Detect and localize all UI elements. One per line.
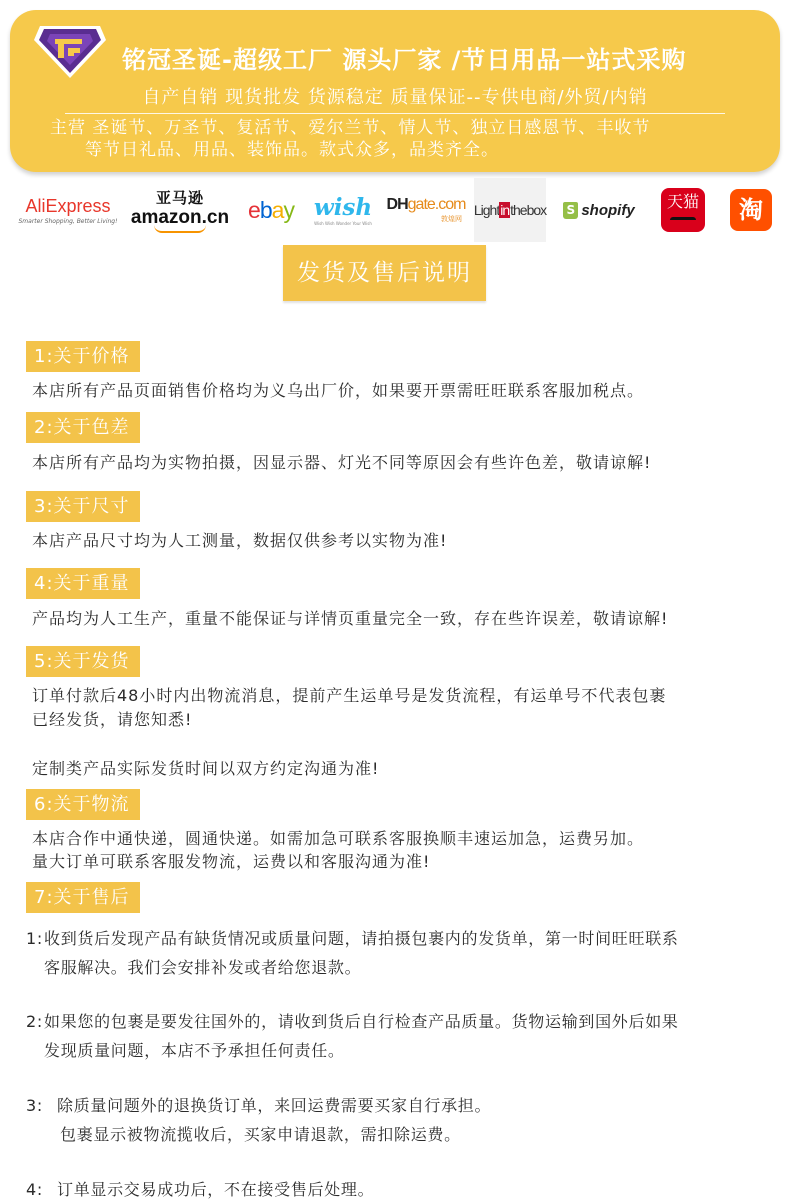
wish-name: wish (313, 194, 373, 221)
aliexpress-slogan: Smarter Shopping, Better Living! (18, 217, 118, 225)
tmall-face-icon (670, 217, 696, 226)
section-tag-price: 1:关于价格 (26, 341, 140, 372)
shopify-bag-icon: S (563, 202, 578, 219)
section-tag-weight: 4:关于重量 (26, 568, 140, 599)
shopify-logo (558, 178, 640, 242)
dhgate-cn: 敦煌网 (441, 215, 462, 223)
section-text-logistics-line2: 量大订单可联系客服发物流，运费以和客服沟通为准! (32, 852, 431, 871)
after-sales-item (26, 1091, 782, 1149)
section-text-shipping-line3: 定制类产品实际发货时间以双方约定沟通为准! (32, 759, 380, 778)
aliexpress-logo (12, 178, 124, 242)
banner-desc-line2: 等节日礼品、用品、装饰品。款式众多，品类齐全。 (85, 140, 499, 160)
section-tag-shipping: 5:关于发货 (26, 646, 140, 677)
taobao-name: 淘 (730, 189, 772, 231)
wish-slogan: Wish Wish Wonder Your Wish (314, 221, 372, 226)
section-text-price: 本店所有产品页面销售价格均为义乌出厂价，如果要开票需旺旺联系客服加税点。 (32, 381, 645, 400)
after-sales-item (26, 924, 782, 982)
after-sales-line1: 如果您的包裹是要发往国外的，请收到货后自行检查产品质量。货物运输到国外后如果 (44, 1012, 679, 1031)
after-sales-line2: 客服解决。我们会安排补发或者给您退款。 (44, 958, 362, 977)
section-tag-after-sales: 7:关于售后 (26, 882, 140, 913)
section-tag-size: 3:关于尺寸 (26, 491, 140, 522)
after-sales-line2: 发现质量问题，本店不予承担任何责任。 (44, 1041, 345, 1060)
section-tag-logistics: 6:关于物流 (26, 789, 140, 820)
header-banner (10, 10, 780, 172)
amazon-logo (130, 178, 230, 242)
amazon-cn-name: 亚马逊 (155, 189, 204, 207)
after-sales-line2: 包裹显示被物流揽收后，买家申请退款，需扣除运费。 (60, 1125, 461, 1144)
ebay-e: e (248, 196, 260, 223)
section-text-logistics-line1: 本店合作中通快递，圆通快递。如需加急可联系客服换顺丰速运加急，运费另加。 (32, 829, 645, 848)
aliexpress-name: AliExpress (25, 195, 111, 216)
section-text-color: 本店所有产品均为实物拍摄，因显示器、灯光不同等原因会有些许色差，敬请谅解! (32, 453, 652, 472)
lightinthebox-in: in (500, 202, 510, 218)
lightinthebox-thebox: thebox (510, 202, 547, 218)
tmall-logo (660, 178, 706, 242)
dhgate-dh: DH (386, 196, 408, 213)
ebay-y: y (283, 196, 294, 223)
taobao-logo (728, 178, 774, 242)
page-title: 发货及售后说明 (283, 245, 486, 301)
banner-subtitle: 自产自销 现货批发 货源稳定 质量保证--专供电商/外贸/内销 (142, 87, 648, 108)
after-sales-num: 4: (26, 1180, 43, 1199)
banner-desc-line1: 主营 圣诞节、万圣节、复活节、爱尔兰节、情人节、独立日感恩节、丰收节 (50, 118, 651, 138)
banner-divider (65, 113, 725, 114)
dhgate-logo (384, 178, 468, 242)
diamond-logo-icon (30, 20, 110, 80)
amazon-en-name: amazon.cn (130, 207, 230, 228)
section-text-shipping-line2: 已经发货，请您知悉! (32, 710, 193, 729)
ebay-logo (238, 178, 304, 242)
dhgate-gate: gate.com (407, 196, 466, 213)
shopify-name: shopify (581, 201, 635, 219)
platform-logo-row (12, 178, 782, 242)
lightinthebox-logo (474, 178, 546, 242)
section-tag-color: 2:关于色差 (26, 412, 140, 443)
ebay-a: a (271, 196, 284, 223)
after-sales-num: 3: (26, 1096, 43, 1115)
after-sales-num: 2: (26, 1012, 43, 1031)
section-text-weight: 产品均为人工生产，重量不能保证与详情页重量完全一致，存在些许误差，敬请谅解! (32, 609, 669, 628)
after-sales-item (26, 1175, 782, 1204)
amazon-smile-icon (154, 225, 206, 233)
ebay-b: b (259, 196, 272, 223)
after-sales-line1: 订单显示交易成功后，不在接受售后处理。 (57, 1180, 375, 1199)
after-sales-num: 1: (26, 929, 43, 948)
after-sales-item (26, 1007, 782, 1065)
after-sales-line1: 收到货后发现产品有缺货情况或质量问题，请拍摄包裹内的发货单，第一时间旺旺联系 (44, 929, 679, 948)
wish-logo (312, 178, 374, 242)
banner-title: 铭冠圣诞-超级工厂 源头厂家 /节日用品一站式采购 (122, 46, 687, 74)
tmall-name: 天猫 (666, 192, 699, 211)
banner-description (50, 117, 760, 161)
lightinthebox-light: Light (473, 202, 500, 218)
section-text-size: 本店产品尺寸均为人工测量，数据仅供参考以实物为准! (32, 531, 448, 550)
after-sales-line1: 除质量问题外的退换货订单，来回运费需要买家自行承担。 (57, 1096, 492, 1115)
section-text-shipping-line1: 订单付款后48小时内出物流消息，提前产生运单号是发货流程，有运单号不代表包裹 (32, 686, 667, 705)
